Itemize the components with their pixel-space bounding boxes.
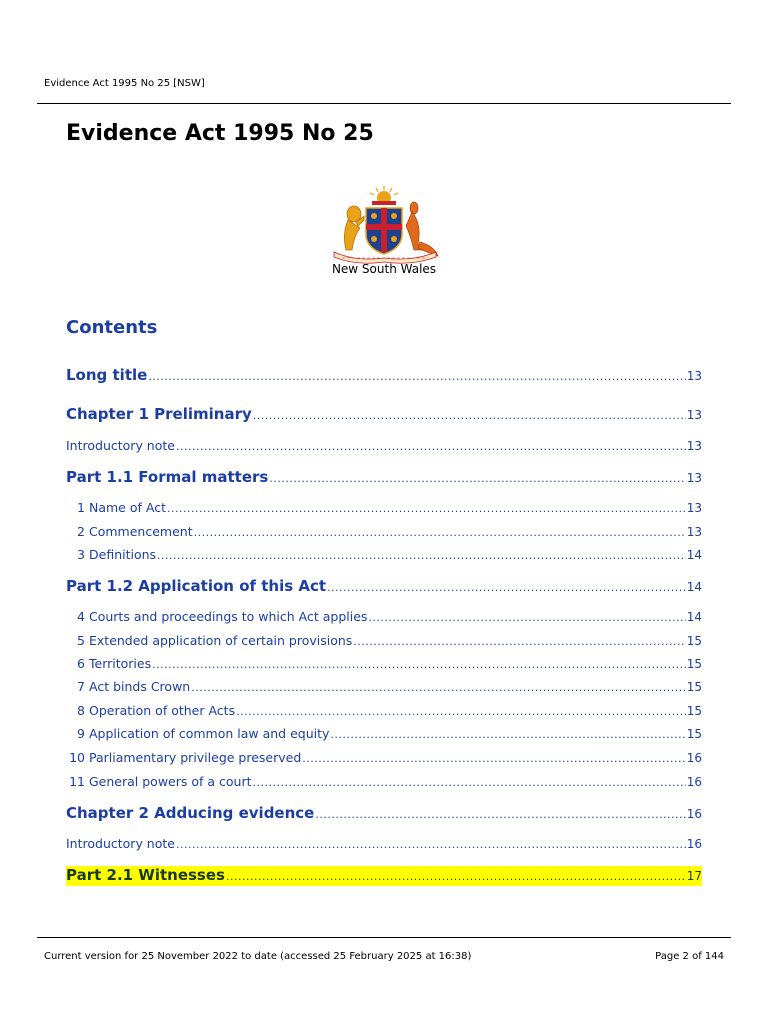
section-number: 5 [77, 633, 85, 648]
toc-page-number: 15 [686, 634, 702, 648]
running-header: Evidence Act 1995 No 25 [NSW] [44, 78, 205, 89]
toc-page-number: 16 [686, 807, 702, 821]
toc-leader [167, 502, 686, 515]
toc-label: Part 1.2 Application of this Act [66, 577, 327, 595]
section-number: 1 [77, 500, 85, 515]
toc-entry-introductory-note-ch2[interactable] [66, 836, 702, 851]
toc-leader [191, 681, 686, 694]
toc-label: Part 2.1 Witnesses [66, 866, 225, 884]
toc-label: Part 1.1 Formal matters [66, 468, 269, 486]
toc-leader [152, 658, 686, 671]
toc-leader [226, 870, 686, 883]
toc-page-number: 14 [686, 610, 702, 624]
toc-leader [157, 549, 686, 562]
section-number: 10 [69, 750, 85, 765]
toc-leader [253, 776, 686, 789]
toc-page-number: 16 [686, 775, 702, 789]
section-number: 2 [77, 524, 85, 539]
section-title: Parliamentary privilege preserved [89, 750, 302, 765]
footer-version-note: Current version for 25 November 2022 to date (accessed 25 February 2025 at 16:38) [44, 951, 472, 962]
toc-entry-part-1-1[interactable] [66, 468, 702, 486]
section-title: Territories [89, 656, 152, 671]
toc-entry-chapter-2[interactable] [66, 804, 702, 822]
toc-page-number: 16 [686, 837, 702, 851]
toc-leader [253, 409, 686, 422]
section-number: 9 [77, 726, 85, 741]
toc-entry-section-5[interactable] [66, 633, 702, 648]
toc-entry-section-7[interactable] [66, 679, 702, 694]
section-title: Operation of other Acts [89, 703, 236, 718]
section-title: Definitions [89, 547, 157, 562]
nsw-coat-of-arms-icon [326, 184, 442, 264]
toc-page-number: 15 [686, 680, 702, 694]
toc-leader [315, 808, 685, 821]
section-number: 3 [77, 547, 85, 562]
toc-page-number: 17 [686, 869, 702, 883]
rising-sun-icon [370, 186, 398, 205]
toc-page-number: 13 [686, 439, 702, 453]
toc-label [66, 726, 329, 741]
section-title: Application of common law and equity [89, 726, 330, 741]
toc-label [66, 750, 301, 765]
section-title: Extended application of certain provisions [89, 633, 353, 648]
toc-page-number: 13 [686, 408, 702, 422]
footer-page-indicator: Page 2 of 144 [655, 951, 724, 962]
toc-entry-section-3[interactable] [66, 547, 702, 562]
toc-entry-section-1[interactable] [66, 500, 702, 515]
section-title: Act binds Crown [89, 679, 191, 694]
toc-entry-part-1-2[interactable] [66, 577, 702, 595]
section-title: General powers of a court [89, 774, 252, 789]
toc-label: Introductory note [66, 836, 175, 851]
jurisdiction-caption: New South Wales [331, 262, 437, 276]
toc-leader [194, 526, 686, 539]
toc-entry-section-9[interactable] [66, 726, 702, 741]
toc-page-number: 14 [686, 580, 702, 594]
toc-label: Long title [66, 366, 148, 384]
toc-label [66, 500, 166, 515]
section-title: Courts and proceedings to which Act applies [89, 609, 368, 624]
section-number: 8 [77, 703, 85, 718]
toc-label [66, 547, 156, 562]
toc-leader [148, 370, 685, 383]
toc-page-number: 13 [686, 501, 702, 515]
section-number: 11 [69, 774, 85, 789]
contents-heading: Contents [66, 317, 158, 338]
toc-leader [353, 635, 685, 648]
toc-label [66, 774, 252, 789]
footer-rule [37, 937, 731, 938]
toc-label [66, 703, 235, 718]
toc-entry-introductory-note-ch1[interactable] [66, 438, 702, 453]
toc-entry-section-11[interactable] [66, 774, 702, 789]
section-number: 7 [77, 679, 85, 694]
toc-leader [269, 472, 685, 485]
toc-page-number: 16 [686, 751, 702, 765]
toc-page-number: 13 [686, 525, 702, 539]
toc-leader [330, 728, 685, 741]
kangaroo-supporter-icon [406, 202, 438, 256]
document-title: Evidence Act 1995 No 25 [66, 121, 374, 146]
section-title: Commencement [89, 524, 193, 539]
header-rule [37, 103, 731, 104]
toc-entry-section-6[interactable] [66, 656, 702, 671]
toc-label: Chapter 1 Preliminary [66, 405, 252, 423]
shield-icon [366, 208, 402, 254]
section-number: 4 [77, 609, 85, 624]
toc-entry-section-10[interactable] [66, 750, 702, 765]
toc-leader [368, 611, 685, 624]
toc-entry-section-2[interactable] [66, 524, 702, 539]
toc-page-number: 13 [686, 471, 702, 485]
toc-label [66, 609, 367, 624]
toc-entry-chapter-1[interactable] [66, 405, 702, 423]
toc-label: Chapter 2 Adducing evidence [66, 804, 315, 822]
toc-leader [176, 838, 686, 851]
toc-page-number: 13 [686, 369, 702, 383]
toc-label [66, 679, 190, 694]
lion-supporter-icon [344, 206, 364, 250]
toc-entry-part-2-1-highlighted[interactable] [66, 866, 702, 886]
toc-leader [302, 752, 685, 765]
toc-label [66, 656, 151, 671]
toc-entry-section-4[interactable] [66, 609, 702, 624]
toc-label [66, 524, 193, 539]
toc-leader [327, 581, 686, 594]
section-number: 6 [77, 656, 85, 671]
toc-page-number: 15 [686, 704, 702, 718]
toc-label [66, 633, 352, 648]
toc-entry-long-title[interactable] [66, 366, 702, 384]
toc-entry-section-8[interactable] [66, 703, 702, 718]
toc-leader [236, 705, 686, 718]
toc-page-number: 14 [686, 548, 702, 562]
section-title: Name of Act [89, 500, 166, 515]
toc-leader [176, 440, 686, 453]
toc-label: Introductory note [66, 438, 175, 453]
toc-page-number: 15 [686, 657, 702, 671]
toc-page-number: 15 [686, 727, 702, 741]
